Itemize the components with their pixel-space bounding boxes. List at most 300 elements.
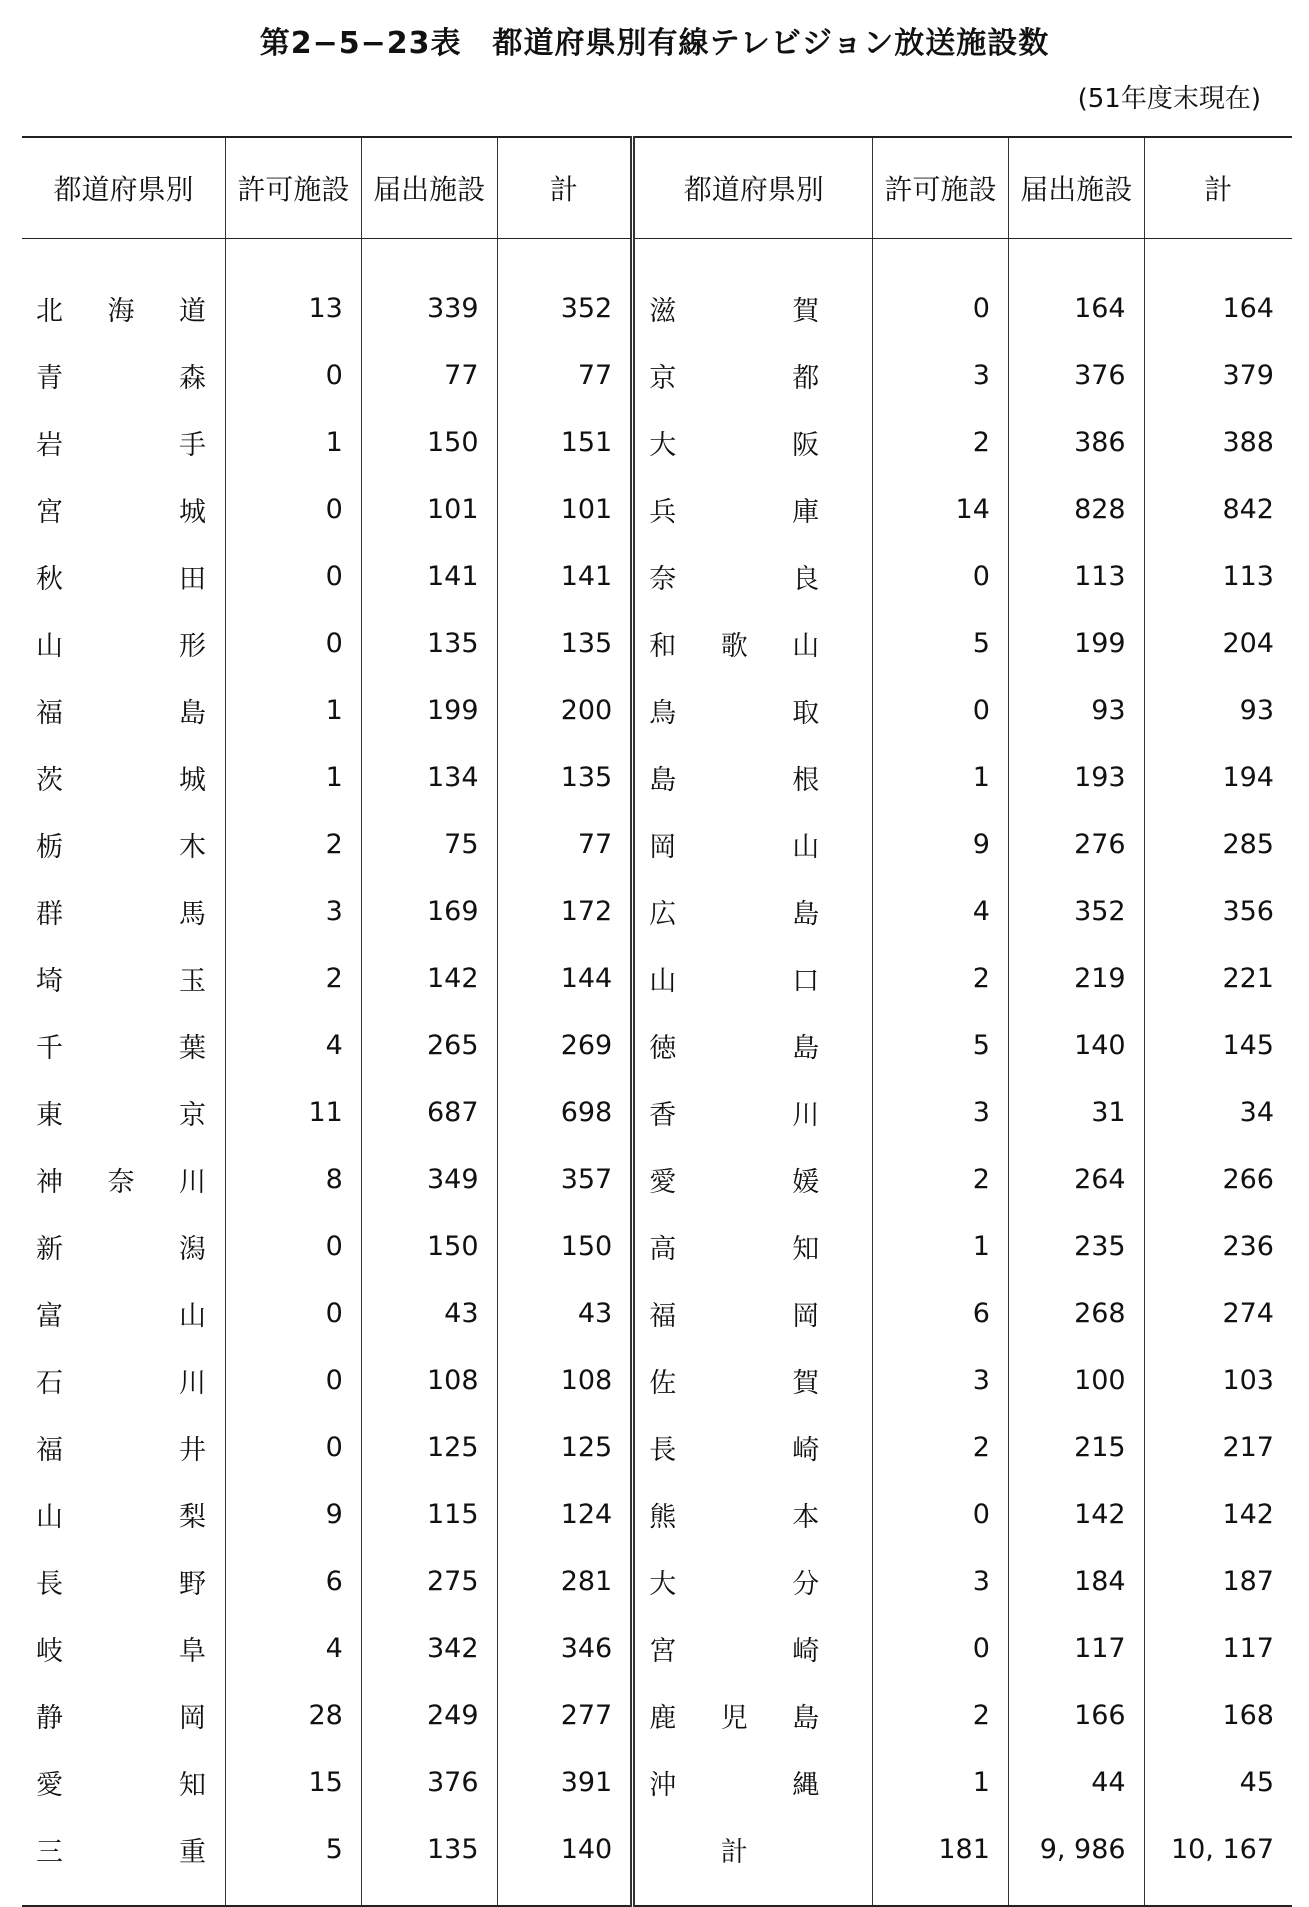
total-count: 150 — [497, 1213, 633, 1280]
notified-count: 43 — [361, 1280, 497, 1347]
prefecture-char: 山 — [649, 966, 677, 997]
prefecture-char: 阪 — [792, 430, 820, 461]
prefecture-char: 山 — [179, 1301, 206, 1332]
permit-count: 2 — [873, 1682, 1009, 1749]
total-count: 698 — [497, 1079, 633, 1146]
prefecture-name — [633, 1816, 873, 1906]
table-row — [22, 342, 1292, 409]
permit-count: 3 — [226, 878, 362, 945]
prefecture-char: 大 — [649, 1569, 677, 1600]
prefecture-char: 栃 — [36, 832, 63, 863]
prefecture-char: 埼 — [36, 966, 63, 997]
total-count: 356 — [1144, 878, 1292, 945]
total-count: 142 — [1144, 1481, 1292, 1548]
prefecture-name — [633, 1749, 873, 1816]
permit-count: 6 — [873, 1280, 1009, 1347]
prefecture-name — [633, 945, 873, 1012]
notified-count: 193 — [1008, 744, 1144, 811]
total-count: 117 — [1144, 1615, 1292, 1682]
table-row — [22, 543, 1292, 610]
permit-count: 0 — [226, 1414, 362, 1481]
prefecture-char: 愛 — [649, 1167, 677, 1198]
prefecture-name — [22, 811, 226, 878]
total-count: 274 — [1144, 1280, 1292, 1347]
prefecture-char: 岡 — [649, 832, 677, 863]
prefecture-char: 梨 — [179, 1502, 206, 1533]
prefecture-name — [633, 543, 873, 610]
permit-count: 13 — [226, 239, 362, 343]
prefecture-char: 宮 — [36, 497, 63, 528]
permit-count: 0 — [226, 342, 362, 409]
prefecture-char: 富 — [36, 1301, 63, 1332]
total-count: 103 — [1144, 1347, 1292, 1414]
prefecture-char: 葉 — [179, 1033, 206, 1064]
permit-count: 3 — [873, 1347, 1009, 1414]
prefecture-char: 鹿 — [649, 1703, 677, 1734]
permit-count: 3 — [873, 1548, 1009, 1615]
cable-tv-facilities-table — [22, 136, 1292, 1907]
prefecture-name — [22, 1749, 226, 1816]
prefecture-name — [633, 744, 873, 811]
permit-count: 0 — [873, 677, 1009, 744]
prefecture-char: 庫 — [792, 497, 820, 528]
prefecture-char: 児 — [720, 1703, 748, 1734]
notified-count: 31 — [1008, 1079, 1144, 1146]
prefecture-char: 岐 — [36, 1636, 63, 1667]
prefecture-char: 賀 — [792, 1368, 820, 1399]
table-row — [22, 677, 1292, 744]
prefecture-char: 静 — [36, 1703, 63, 1734]
total-count: 269 — [497, 1012, 633, 1079]
total-count: 391 — [497, 1749, 633, 1816]
total-count: 346 — [497, 1615, 633, 1682]
total-count: 266 — [1144, 1146, 1292, 1213]
prefecture-name — [633, 878, 873, 945]
prefecture-char: 群 — [36, 899, 63, 930]
prefecture-char: 長 — [36, 1569, 63, 1600]
prefecture-name — [22, 610, 226, 677]
notified-count: 125 — [361, 1414, 497, 1481]
prefecture-char: 媛 — [792, 1167, 820, 1198]
notified-count: 117 — [1008, 1615, 1144, 1682]
prefecture-char: 京 — [649, 363, 677, 394]
prefecture-char: 沖 — [649, 1770, 677, 1801]
total-count: 352 — [497, 239, 633, 343]
notified-count: 150 — [361, 1213, 497, 1280]
permit-count: 6 — [226, 1548, 362, 1615]
prefecture-char: 川 — [179, 1167, 206, 1198]
table-row — [22, 476, 1292, 543]
permit-count: 4 — [873, 878, 1009, 945]
total-count: 285 — [1144, 811, 1292, 878]
permit-count: 4 — [226, 1012, 362, 1079]
total-count: 101 — [497, 476, 633, 543]
total-count: 217 — [1144, 1414, 1292, 1481]
prefecture-char: 木 — [179, 832, 206, 863]
prefecture-char: 海 — [107, 296, 135, 327]
prefecture-char: 長 — [649, 1435, 677, 1466]
header-row — [22, 137, 1292, 239]
prefecture-char: 北 — [36, 296, 63, 327]
prefecture-char: 島 — [792, 1703, 820, 1734]
total-count: 194 — [1144, 744, 1292, 811]
prefecture-char: 道 — [179, 296, 206, 327]
total-count: 164 — [1144, 239, 1292, 343]
permit-count: 0 — [873, 1481, 1009, 1548]
prefecture-char: 手 — [179, 430, 206, 461]
prefecture-char: 秋 — [36, 564, 63, 595]
prefecture-char: 島 — [792, 1033, 820, 1064]
prefecture-char: 東 — [36, 1100, 63, 1131]
prefecture-name — [633, 342, 873, 409]
notified-count: 386 — [1008, 409, 1144, 476]
notified-count: 75 — [361, 811, 497, 878]
total-count: 108 — [497, 1347, 633, 1414]
prefecture-name — [22, 878, 226, 945]
prefecture-char: 石 — [36, 1368, 63, 1399]
notified-count: 376 — [361, 1749, 497, 1816]
prefecture-char: 賀 — [792, 296, 820, 327]
prefecture-name — [22, 1213, 226, 1280]
prefecture-name — [633, 1079, 873, 1146]
prefecture-char: 新 — [36, 1234, 63, 1265]
total-count: 135 — [497, 744, 633, 811]
prefecture-char: 形 — [179, 631, 206, 662]
permit-count: 2 — [873, 1146, 1009, 1213]
prefecture-char: 城 — [179, 497, 206, 528]
prefecture-name — [22, 744, 226, 811]
prefecture-name — [633, 811, 873, 878]
prefecture-name — [633, 677, 873, 744]
table-row — [22, 1146, 1292, 1213]
prefecture-char: 滋 — [649, 296, 677, 327]
prefecture-char: 香 — [649, 1100, 677, 1131]
prefecture-char: 計 — [720, 1837, 748, 1868]
prefecture-name — [633, 1615, 873, 1682]
notified-count: 349 — [361, 1146, 497, 1213]
total-count: 277 — [497, 1682, 633, 1749]
prefecture-char: 兵 — [649, 497, 677, 528]
permit-count: 15 — [226, 1749, 362, 1816]
permit-count: 2 — [873, 409, 1009, 476]
notified-count: 142 — [361, 945, 497, 1012]
notified-count: 339 — [361, 239, 497, 343]
total-count: 151 — [497, 409, 633, 476]
prefecture-char: 岡 — [179, 1703, 206, 1734]
header-pref-right: 都道府県別 — [633, 137, 873, 239]
prefecture-char: 森 — [179, 363, 206, 394]
prefecture-name — [22, 1682, 226, 1749]
notified-count: 275 — [361, 1548, 497, 1615]
permit-count: 1 — [226, 744, 362, 811]
prefecture-name — [633, 239, 873, 343]
notified-count: 687 — [361, 1079, 497, 1146]
prefecture-char: 山 — [36, 1502, 63, 1533]
header-notified-left: 届出施設 — [361, 137, 497, 239]
notified-count: 342 — [361, 1615, 497, 1682]
total-count: 141 — [497, 543, 633, 610]
notified-count: 115 — [361, 1481, 497, 1548]
prefecture-name — [633, 1481, 873, 1548]
permit-count: 0 — [226, 610, 362, 677]
total-count: 45 — [1144, 1749, 1292, 1816]
prefecture-name — [22, 239, 226, 343]
prefecture-char: 奈 — [107, 1167, 135, 1198]
prefecture-name — [22, 1012, 226, 1079]
prefecture-name — [633, 1347, 873, 1414]
prefecture-char: 崎 — [792, 1435, 820, 1466]
prefecture-char: 岩 — [36, 430, 63, 461]
permit-count: 9 — [226, 1481, 362, 1548]
prefecture-char: 川 — [792, 1100, 820, 1131]
table-row — [22, 1414, 1292, 1481]
notified-count: 135 — [361, 1816, 497, 1906]
prefecture-name — [633, 1012, 873, 1079]
prefecture-char: 川 — [179, 1368, 206, 1399]
total-count: 34 — [1144, 1079, 1292, 1146]
permit-count: 1 — [873, 1213, 1009, 1280]
total-count: 77 — [497, 342, 633, 409]
prefecture-char: 馬 — [179, 899, 206, 930]
table-row — [22, 1012, 1292, 1079]
permit-count: 181 — [873, 1816, 1009, 1906]
prefecture-name — [22, 677, 226, 744]
notified-count: 268 — [1008, 1280, 1144, 1347]
table-row — [22, 811, 1292, 878]
permit-count: 0 — [873, 239, 1009, 343]
header-total-right: 計 — [1144, 137, 1292, 239]
as-of-note: (51年度末現在) — [1077, 84, 1261, 114]
header-pref-left: 都道府県別 — [22, 137, 226, 239]
permit-count: 0 — [226, 1280, 362, 1347]
table-row — [22, 1213, 1292, 1280]
prefecture-name — [22, 1548, 226, 1615]
prefecture-char: 口 — [792, 966, 820, 997]
prefecture-char: 福 — [649, 1301, 677, 1332]
prefecture-char: 分 — [792, 1569, 820, 1600]
prefecture-name — [22, 1615, 226, 1682]
permit-count: 0 — [873, 543, 1009, 610]
table-row — [22, 945, 1292, 1012]
total-count: 124 — [497, 1481, 633, 1548]
prefecture-char: 高 — [649, 1234, 677, 1265]
prefecture-char: 佐 — [649, 1368, 677, 1399]
notified-count: 264 — [1008, 1146, 1144, 1213]
table-row — [22, 1079, 1292, 1146]
total-count: 172 — [497, 878, 633, 945]
prefecture-name — [22, 409, 226, 476]
total-count: 187 — [1144, 1548, 1292, 1615]
notified-count: 134 — [361, 744, 497, 811]
total-count: 168 — [1144, 1682, 1292, 1749]
header-total-left: 計 — [497, 137, 633, 239]
prefecture-char: 大 — [649, 430, 677, 461]
header-permit-left: 許可施設 — [226, 137, 362, 239]
notified-count: 828 — [1008, 476, 1144, 543]
prefecture-name — [22, 1816, 226, 1906]
prefecture-name — [633, 1414, 873, 1481]
prefecture-char: 歌 — [720, 631, 748, 662]
prefecture-char: 茨 — [36, 765, 63, 796]
total-count: 140 — [497, 1816, 633, 1906]
prefecture-name — [633, 1548, 873, 1615]
prefecture-name — [633, 1146, 873, 1213]
prefecture-char: 縄 — [792, 1770, 820, 1801]
total-count: 135 — [497, 610, 633, 677]
notified-count: 77 — [361, 342, 497, 409]
prefecture-char: 和 — [649, 631, 677, 662]
permit-count: 0 — [226, 1347, 362, 1414]
prefecture-char: 知 — [792, 1234, 820, 1265]
permit-count: 2 — [226, 811, 362, 878]
permit-count: 5 — [226, 1816, 362, 1906]
notified-count: 166 — [1008, 1682, 1144, 1749]
total-count: 221 — [1144, 945, 1292, 1012]
table-row — [22, 1749, 1292, 1816]
permit-count: 8 — [226, 1146, 362, 1213]
total-count: 43 — [497, 1280, 633, 1347]
prefecture-name — [22, 1347, 226, 1414]
permit-count: 2 — [226, 945, 362, 1012]
prefecture-char: 島 — [649, 765, 677, 796]
prefecture-name — [22, 476, 226, 543]
notified-count: 150 — [361, 409, 497, 476]
prefecture-char: 城 — [179, 765, 206, 796]
permit-count: 11 — [226, 1079, 362, 1146]
permit-count: 4 — [226, 1615, 362, 1682]
prefecture-char: 山 — [792, 631, 820, 662]
prefecture-char: 都 — [792, 363, 820, 394]
prefecture-name — [22, 1481, 226, 1548]
notified-count: 276 — [1008, 811, 1144, 878]
total-count: 113 — [1144, 543, 1292, 610]
prefecture-name — [633, 476, 873, 543]
prefecture-char: 神 — [36, 1167, 63, 1198]
notified-count: 184 — [1008, 1548, 1144, 1615]
notified-count: 352 — [1008, 878, 1144, 945]
table-row — [22, 878, 1292, 945]
prefecture-name — [22, 1414, 226, 1481]
permit-count: 0 — [226, 476, 362, 543]
header-notified-right: 届出施設 — [1008, 137, 1144, 239]
permit-count: 9 — [873, 811, 1009, 878]
prefecture-char: 愛 — [36, 1770, 63, 1801]
prefecture-char: 岡 — [792, 1301, 820, 1332]
prefecture-char: 阜 — [179, 1636, 206, 1667]
table-row — [22, 1615, 1292, 1682]
permit-count: 0 — [226, 543, 362, 610]
total-count: 357 — [497, 1146, 633, 1213]
prefecture-char: 青 — [36, 363, 63, 394]
permit-count: 0 — [226, 1213, 362, 1280]
total-count: 145 — [1144, 1012, 1292, 1079]
total-count: 379 — [1144, 342, 1292, 409]
notified-count: 376 — [1008, 342, 1144, 409]
prefecture-name — [22, 1146, 226, 1213]
total-count: 10, 167 — [1144, 1816, 1292, 1906]
total-count: 236 — [1144, 1213, 1292, 1280]
permit-count: 3 — [873, 342, 1009, 409]
prefecture-char: 島 — [792, 899, 820, 930]
notified-count: 44 — [1008, 1749, 1144, 1816]
prefecture-char: 本 — [792, 1502, 820, 1533]
notified-count: 100 — [1008, 1347, 1144, 1414]
table-body — [22, 239, 1292, 1907]
prefecture-name — [633, 1213, 873, 1280]
prefecture-name — [633, 610, 873, 677]
notified-count: 199 — [361, 677, 497, 744]
total-count: 388 — [1144, 409, 1292, 476]
table-row — [22, 1280, 1292, 1347]
prefecture-char: 潟 — [179, 1234, 206, 1265]
header-permit-right: 許可施設 — [873, 137, 1009, 239]
total-count: 200 — [497, 677, 633, 744]
permit-count: 5 — [873, 610, 1009, 677]
table-row — [22, 239, 1292, 343]
prefecture-char: 千 — [36, 1033, 63, 1064]
notified-count: 199 — [1008, 610, 1144, 677]
prefecture-char: 井 — [179, 1435, 206, 1466]
prefecture-char: 福 — [36, 698, 63, 729]
prefecture-char: 野 — [179, 1569, 206, 1600]
table-row — [22, 1481, 1292, 1548]
total-count: 125 — [497, 1414, 633, 1481]
table-row — [22, 1548, 1292, 1615]
total-count: 93 — [1144, 677, 1292, 744]
permit-count: 1 — [226, 677, 362, 744]
permit-count: 5 — [873, 1012, 1009, 1079]
prefecture-char: 京 — [179, 1100, 206, 1131]
permit-count: 0 — [873, 1615, 1009, 1682]
permit-count: 14 — [873, 476, 1009, 543]
notified-count: 265 — [361, 1012, 497, 1079]
permit-count: 1 — [226, 409, 362, 476]
permit-count: 28 — [226, 1682, 362, 1749]
prefecture-char: 重 — [179, 1837, 206, 1868]
total-count: 144 — [497, 945, 633, 1012]
notified-count: 140 — [1008, 1012, 1144, 1079]
table-row — [22, 1682, 1292, 1749]
prefecture-char: 山 — [792, 832, 820, 863]
table-row — [22, 1347, 1292, 1414]
notified-count: 108 — [361, 1347, 497, 1414]
permit-count: 2 — [873, 945, 1009, 1012]
total-count: 77 — [497, 811, 633, 878]
permit-count: 2 — [873, 1414, 1009, 1481]
prefecture-char: 山 — [36, 631, 63, 662]
prefecture-char: 福 — [36, 1435, 63, 1466]
notified-count: 249 — [361, 1682, 497, 1749]
notified-count: 101 — [361, 476, 497, 543]
table-row — [22, 409, 1292, 476]
prefecture-name — [22, 342, 226, 409]
prefecture-char: 知 — [179, 1770, 206, 1801]
total-count: 204 — [1144, 610, 1292, 677]
prefecture-name — [22, 945, 226, 1012]
notified-count: 215 — [1008, 1414, 1144, 1481]
permit-count: 1 — [873, 1749, 1009, 1816]
prefecture-name — [633, 409, 873, 476]
notified-count: 141 — [361, 543, 497, 610]
prefecture-name — [633, 1280, 873, 1347]
permit-count: 1 — [873, 744, 1009, 811]
prefecture-char: 鳥 — [649, 698, 677, 729]
prefecture-char: 島 — [179, 698, 206, 729]
notified-count: 93 — [1008, 677, 1144, 744]
prefecture-char: 宮 — [649, 1636, 677, 1667]
prefecture-char: 熊 — [649, 1502, 677, 1533]
prefecture-char: 良 — [792, 564, 820, 595]
